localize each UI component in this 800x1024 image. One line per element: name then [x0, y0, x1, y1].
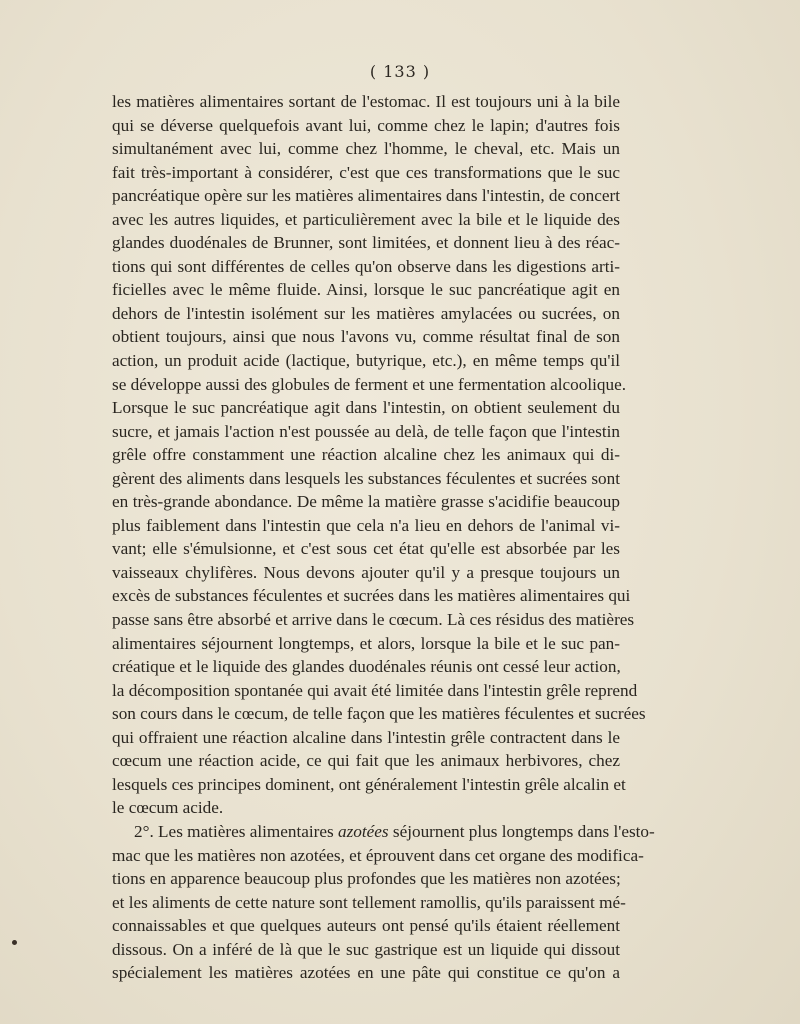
text-line: ficielles avec le même fluide. Ainsi, lorsque le suc pancréatique agit en: [112, 280, 620, 300]
paragraph-1: [112, 90, 646, 820]
text-line: cœcum une réaction acide, ce qui fait que les animaux herbivores, chez: [112, 751, 620, 771]
text-line: avec les autres liquides, et particulièrement avec la bile et le liquide des: [112, 209, 620, 229]
text-line: tions en apparence beaucoup plus profondes que les matières non azotées;: [112, 869, 621, 889]
text-line: simultanément avec lui, comme chez l'homme, le cheval, etc. Mais un: [112, 139, 620, 159]
text-line: connaissables et que quelques auteurs ont pensé qu'ils étaient réellement: [112, 916, 620, 936]
text-line: lesquels ces principes dominent, ont généralement l'intestin grêle alcalin et: [112, 774, 626, 794]
text-line: obtient toujours, ainsi que nous l'avons vu, comme résultat final de son: [112, 327, 620, 347]
text-line: vant; elle s'émulsionne, et c'est sous cet état qu'elle est absorbée par les: [112, 539, 620, 559]
text-line: spécialement les matières azotées en une pâte qui constitue ce qu'on a: [112, 963, 620, 983]
text-line: gèrent des aliments dans lesquels les substances féculentes et sucrées sont: [112, 468, 620, 488]
text-line: fait très-important à considérer, c'est que ces transformations que le suc: [112, 162, 620, 182]
text-run: 2°. Les matières alimentaires: [134, 821, 338, 841]
text-line: dehors de l'intestin isolément sur les matières amylacées ou sucrées, on: [112, 303, 620, 323]
text-line: qui offraient une réaction alcaline dans l'intestin grêle contractent dans le: [112, 727, 620, 747]
text-line: action, un produit acide (lactique, butyrique, etc.), en même temps qu'il: [112, 351, 620, 371]
text-line: dissous. On a inféré de là que le suc gastrique est un liquide qui dissout: [112, 939, 620, 959]
text-line: qui se déverse quelquefois avant lui, comme chez le lapin; d'autres fois: [112, 115, 620, 135]
text-line: tions qui sont différentes de celles qu'on observe dans les digestions arti-: [112, 256, 620, 276]
text-line: mac que les matières non azotées, et éprouvent dans cet organe des modifica-: [112, 845, 644, 865]
text-line: excès de substances féculentes et sucrées dans les matières alimentaires qui: [112, 586, 631, 606]
text-line: sucre, et jamais l'action n'est poussée au delà, de telle façon que l'intestin: [112, 421, 620, 441]
text-line: son cours dans le cœcum, de telle façon que les matières féculentes et sucrées: [112, 704, 646, 724]
text-line: la décomposition spontanée qui avait été limitée dans l'intestin grêle reprend: [112, 680, 638, 700]
emphasized-word: azotées: [337, 821, 389, 841]
page-number: ( 133 ): [369, 62, 431, 81]
text-line: se développe aussi des globules de ferment et une fermentation alcoolique.: [112, 374, 627, 394]
text-line: grêle offre constamment une réaction alcaline chez les animaux qui di-: [112, 445, 620, 465]
text-line: plus faiblement dans l'intestin que cela n'a lieu en dehors de l'animal vi-: [112, 515, 620, 535]
paragraph-2: [112, 820, 655, 985]
ink-speck: [12, 940, 17, 945]
text-line: le cœcum acide.: [112, 798, 224, 818]
text-line: les matières alimentaires sortant de l'estomac. Il est toujours uni à la bile: [112, 92, 620, 111]
text-run: séjournent plus longtemps dans l'esto-: [388, 821, 655, 841]
text-line: et les aliments de cette nature sont tellement ramollis, qu'ils paraissent mé-: [112, 892, 626, 912]
text-line: Lorsque le suc pancréatique agit dans l'intestin, on obtient seulement du: [112, 398, 620, 418]
text-line: alimentaires séjournent longtemps, et alors, lorsque la bile et le suc pan-: [112, 633, 620, 653]
text-line: créatique et le liquide des glandes duodénales réunis ont cessé leur action,: [112, 657, 621, 677]
text-line: vaisseaux chylifères. Nous devons ajouter qu'il y a presque toujours un: [112, 562, 620, 582]
text-line: passe sans être absorbé et arrive dans le cœcum. Là ces résidus des matières: [112, 610, 635, 630]
text-line: [112, 820, 655, 844]
text-line: glandes duodénales de Brunner, sont limitées, et donnent lieu à des réac-: [112, 233, 620, 253]
text-line: pancréatique opère sur les matières alimentaires dans l'intestin, de concert: [112, 186, 621, 206]
page-body: [112, 90, 655, 985]
text-line: en très-grande abondance. De même la matière grasse s'acidifie beaucoup: [112, 492, 620, 512]
